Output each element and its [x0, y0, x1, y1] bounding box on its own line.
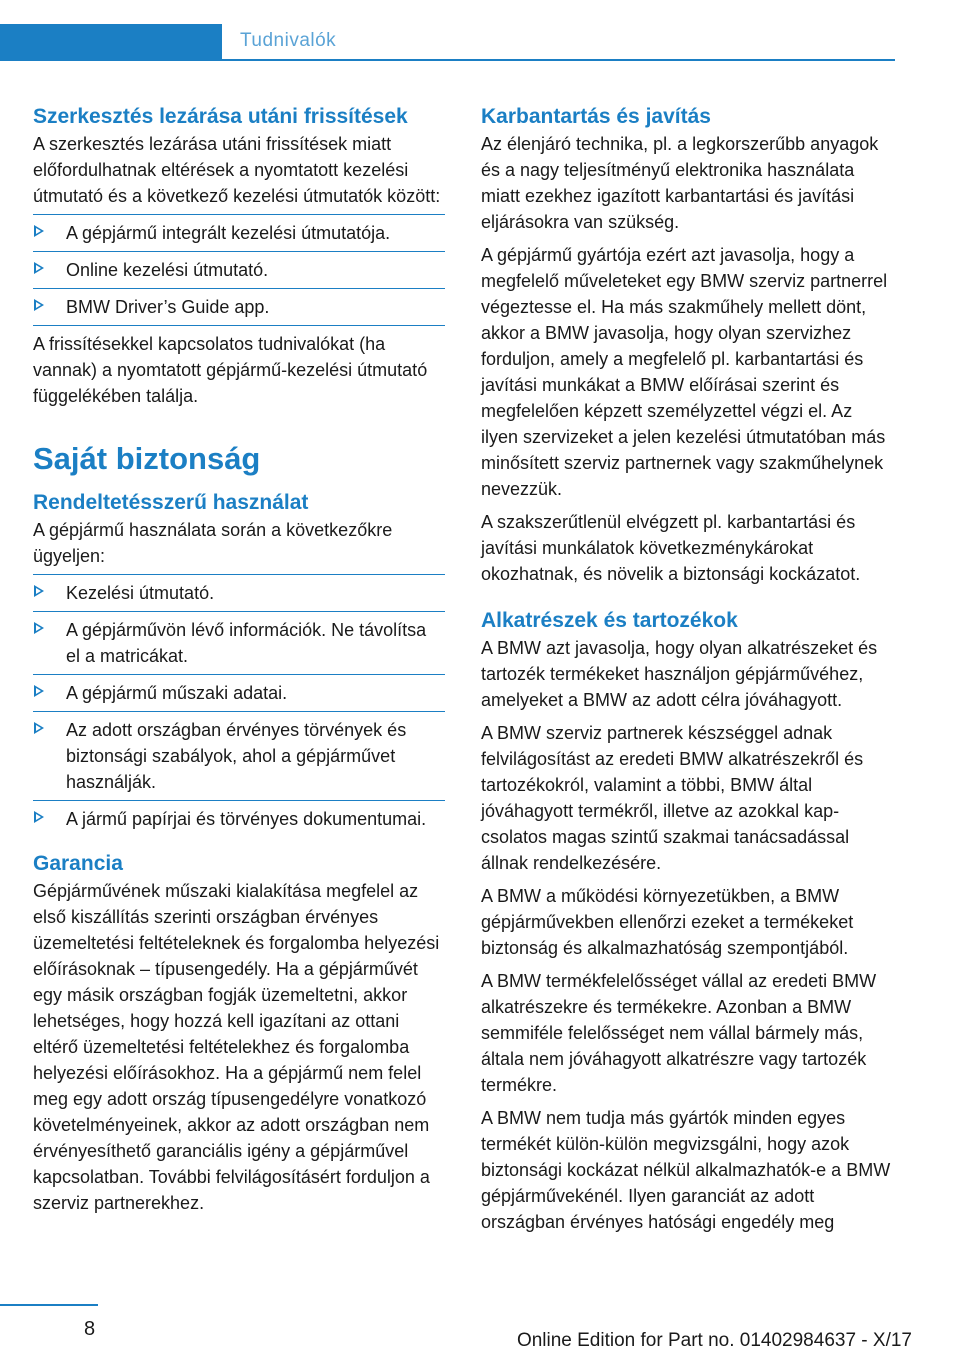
paragraph: A BMW azt javasolja, hogy olyan alkatrészeket és tartozék termékeket használjon gépjárművéhez, amelyeket a BMW az adott célra jóváhagyott.	[481, 638, 878, 710]
paragraph: A BMW a működési környezetükben, a BMW gépjárművekben ellenőrzi ezeket a termékeket biztonság és alkalmazhatóság szempontjából.	[481, 886, 854, 958]
bullet-triangle-icon	[34, 262, 44, 274]
bullet-list-updates	[33, 220, 445, 320]
list-item: A gépjármű műszaki adatai.	[33, 680, 445, 706]
paragraph: A gépjármű használata során a következőkre ügyeljen:	[33, 520, 393, 566]
section-heading-maintenance: Karbantartás és javítás	[481, 105, 711, 128]
list-item: A gépjármű integrált kezelési útmutatója.	[33, 220, 445, 246]
bullet-triangle-icon	[34, 722, 44, 734]
list-divider	[33, 214, 445, 215]
bullet-triangle-icon	[34, 622, 44, 634]
list-divider	[33, 325, 445, 326]
bullet-triangle-icon	[34, 299, 44, 311]
list-item: Online kezelési útmutató.	[33, 257, 445, 283]
paragraph: A szakszerűtlenül elvégzett pl. karbantartási és javítási munkálatok következménykárokat okozhatnak, és növelik a biztonsági kockázatot.	[481, 512, 861, 584]
list-item: Kezelési útmutató.	[33, 580, 445, 606]
chapter-title: Saját biztonság	[33, 441, 261, 476]
bullet-list-intended-use	[33, 580, 445, 832]
list-divider	[33, 288, 445, 289]
list-divider	[33, 800, 445, 801]
list-item: A jármű papírjai és törvényes dokumentumai.	[33, 806, 445, 832]
section-heading-parts: Alkatrészek és tartozékok	[481, 609, 738, 632]
right-column	[481, 103, 893, 1235]
paragraph: A gépjármű gyártója ezért azt javasolja, hogy a megfelelő műveleteket egy BMW szerviz partnerrel végeztesse el. Ha más szakműhely mellett dönt, akkor a BMW javasolja, hogy olyan szervizhez forduljon, amely a megfelelő pl. karbantartási és javítási munkákat a BMW előírásai szerint és megfelelően képzett személyzettel végzi el. Az ilyen szervizeket a jelen kezelési útmutatóban más minősített szerviz partnernek vagy szakműhelynek nevezzük.	[481, 245, 888, 499]
list-divider	[33, 674, 445, 675]
paragraph: A BMW termékfelelősséget vállal az eredeti BMW alkatrészekre és termékekre. Azonban a BMW semmiféle felelősséget nem vállal bármely más, általa nem jóváhagyott alkatrészre vagy tartozék termékre.	[481, 971, 877, 1095]
paragraph: Az élenjáró technika, pl. a legkorszerűbb anyagok és a nagy teljesítményű elektronika használata miatt ezekhez igazított karbantartási és javítási eljárásokra van szükség.	[481, 134, 879, 232]
list-divider	[33, 574, 445, 575]
bullet-triangle-icon	[34, 225, 44, 237]
bullet-triangle-icon	[34, 585, 44, 597]
paragraph: A BMW nem tudja más gyártók minden egyes termékét külön-külön megvizsgálni, hogy azok biztonsági kockázat nélkül alkalmazhatók-e a BMW gépjárművekénél. Ilyen garanciát az adott országban érvényes hatósági engedély meg	[481, 1108, 891, 1232]
header-rule	[222, 59, 895, 61]
list-item: BMW Driver’s Guide app.	[33, 294, 445, 320]
section-heading-intended-use: Rendeltetésszerű használat	[33, 491, 309, 514]
list-divider	[33, 611, 445, 612]
section-heading-warranty: Garancia	[33, 852, 123, 875]
paragraph: A BMW szerviz partnerek készséggel adnak felvilágosítást az eredeti BMW alkatrészekről és tartozékokról, valamint a többi, BMW által jóváhagyott termékről, illetve az azokkal kapcsolatos magas szintű szakmai tanácsadással állnak rendelkezésére.	[481, 723, 864, 873]
page-header-title: Tudnivalók	[240, 30, 337, 51]
bullet-triangle-icon	[34, 811, 44, 823]
list-divider	[33, 711, 445, 712]
list-item: A gépjárművön lévő információk. Ne távolítsa el a matricákat.	[33, 617, 445, 669]
edition-note: Online Edition for Part no. 01402984637 - X/17	[516, 1330, 912, 1351]
paragraph: A szerkesztés lezárása utáni frissítések miatt előfordulhatnak eltérések a nyomtatott kezelési útmutató és a következő kezelési útmutatók között:	[33, 134, 441, 206]
bullet-triangle-icon	[34, 685, 44, 697]
list-divider	[33, 251, 445, 252]
paragraph: Gépjárművének műszaki kialakítása megfelel az első kiszállítás szerinti országban érvényes üzemeltetési feltételeknek és forgalomba helyezési előírásoknak – típusengedély. Ha a gépjárművét egy másik országban fogják üzemeltetni, akkor lehetséges, hogy hozzá kell igazítani az ottani eltérő üzemeltetési feltételekhez és forgalomba helyezési előírásokhoz. Ha a gépjármű nem felel meg egy adott ország típusengedélyre vonatkozó követelményeinek, akkor az adott országban nem érvényesíthető garanciális igény a gépjárművel kapcsolatban. További felvilágosításért forduljon a szerviz partnerekhez.	[33, 881, 440, 1213]
left-column	[33, 103, 445, 1216]
list-item: Az adott országban érvényes törvények és biztonsági szabályok, ahol a gépjárművet használják.	[33, 717, 445, 795]
header-accent-bar	[0, 24, 222, 61]
footer-rule	[0, 1304, 98, 1306]
section-heading-updates: Szerkesztés lezárása utáni frissítések	[33, 105, 408, 128]
page-number: 8	[84, 1318, 96, 1340]
paragraph: A frissítésekkel kapcsolatos tudnivalókat (ha vannak) a nyomtatott gépjármű-kezelési útmutató függelékében találja.	[33, 334, 428, 406]
